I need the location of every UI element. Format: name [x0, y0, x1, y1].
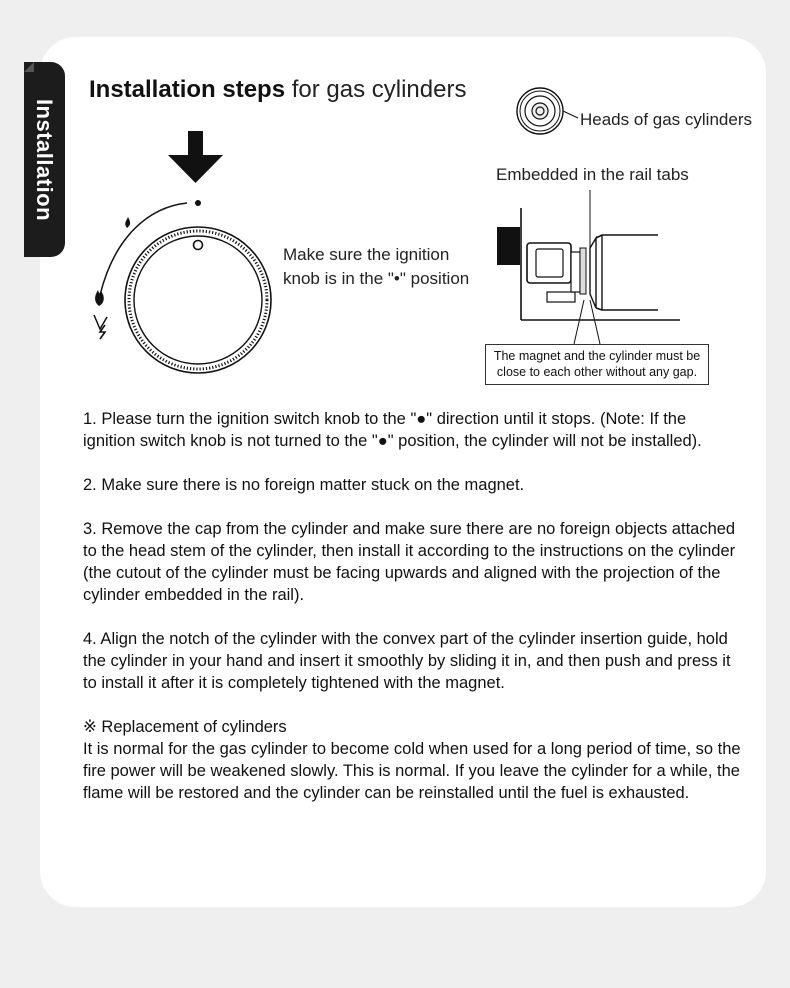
position-dot-icon — [195, 200, 201, 206]
side-tab-label: Installation — [32, 98, 57, 222]
title-bold: Installation steps — [89, 76, 286, 103]
knob-indicator-icon — [194, 241, 203, 250]
arc-arrowhead-icon — [94, 315, 107, 329]
note-pointer-left — [574, 300, 584, 344]
step-1: 1. Please turn the ignition switch knob to the "●" direction until it stops. (Note: If the ignition switch knob is not turned to the "●" position, the cylinder will not be installed). — [83, 410, 702, 450]
ignition-knob-diagram — [90, 125, 280, 355]
replacement-text: It is normal for the gas cylinder to become cold when used for a long period of time, so the fire power will be weakened slowly. This is normal. If you leave the cylinder for a while, the flame will be restored and the cylinder can be reinstalled until the fuel is exhausted. — [83, 740, 741, 802]
replacement-heading: ※ Replacement of cylinders — [83, 718, 287, 736]
title-rest: for gas cylinders — [285, 76, 467, 103]
knob-caption-1: Make sure the ignition — [283, 245, 450, 264]
side-tab-fold — [24, 62, 34, 72]
instructions-body — [83, 408, 743, 804]
heads-label: Heads of gas cylinders — [580, 110, 752, 129]
rotation-arc — [100, 203, 187, 295]
note-line-2: close to each other without any gap. — [496, 365, 698, 379]
note-line-1: The magnet and the cylinder must be — [493, 349, 701, 363]
step-3: 3. Remove the cap from the cylinder and make sure there are no foreign objects attached to the head stem of the cylinder, then install it according to the instructions on the cylinder (the cutout of the cylinder must be facing upwards and aligned with the projection of the cylinder embedded in the rail). — [83, 520, 736, 604]
rail-label: Embedded in the rail tabs — [496, 165, 689, 184]
large-flame-icon — [95, 290, 104, 306]
step-2: 2. Make sure there is no foreign matter stuck on the magnet. — [83, 476, 525, 494]
knob-caption-2: knob is in the "•" position — [283, 269, 470, 288]
knob-ridges — [129, 231, 267, 369]
replacement-section — [83, 716, 743, 804]
down-arrow-icon — [168, 131, 223, 183]
page-title — [89, 76, 466, 104]
cylinder-head-icon — [510, 84, 585, 139]
magnet-note-box — [485, 344, 709, 385]
rail-cross-section — [490, 190, 690, 345]
small-flame-icon — [125, 217, 130, 228]
knob-inner — [134, 236, 262, 364]
step-4: 4. Align the notch of the cylinder with the convex part of the cylinder insertion guide, hold the cylinder in your hand and insert it smoothly by sliding it in, and then push and press it to install it after it is completely tightened with the magnet. — [83, 630, 731, 692]
